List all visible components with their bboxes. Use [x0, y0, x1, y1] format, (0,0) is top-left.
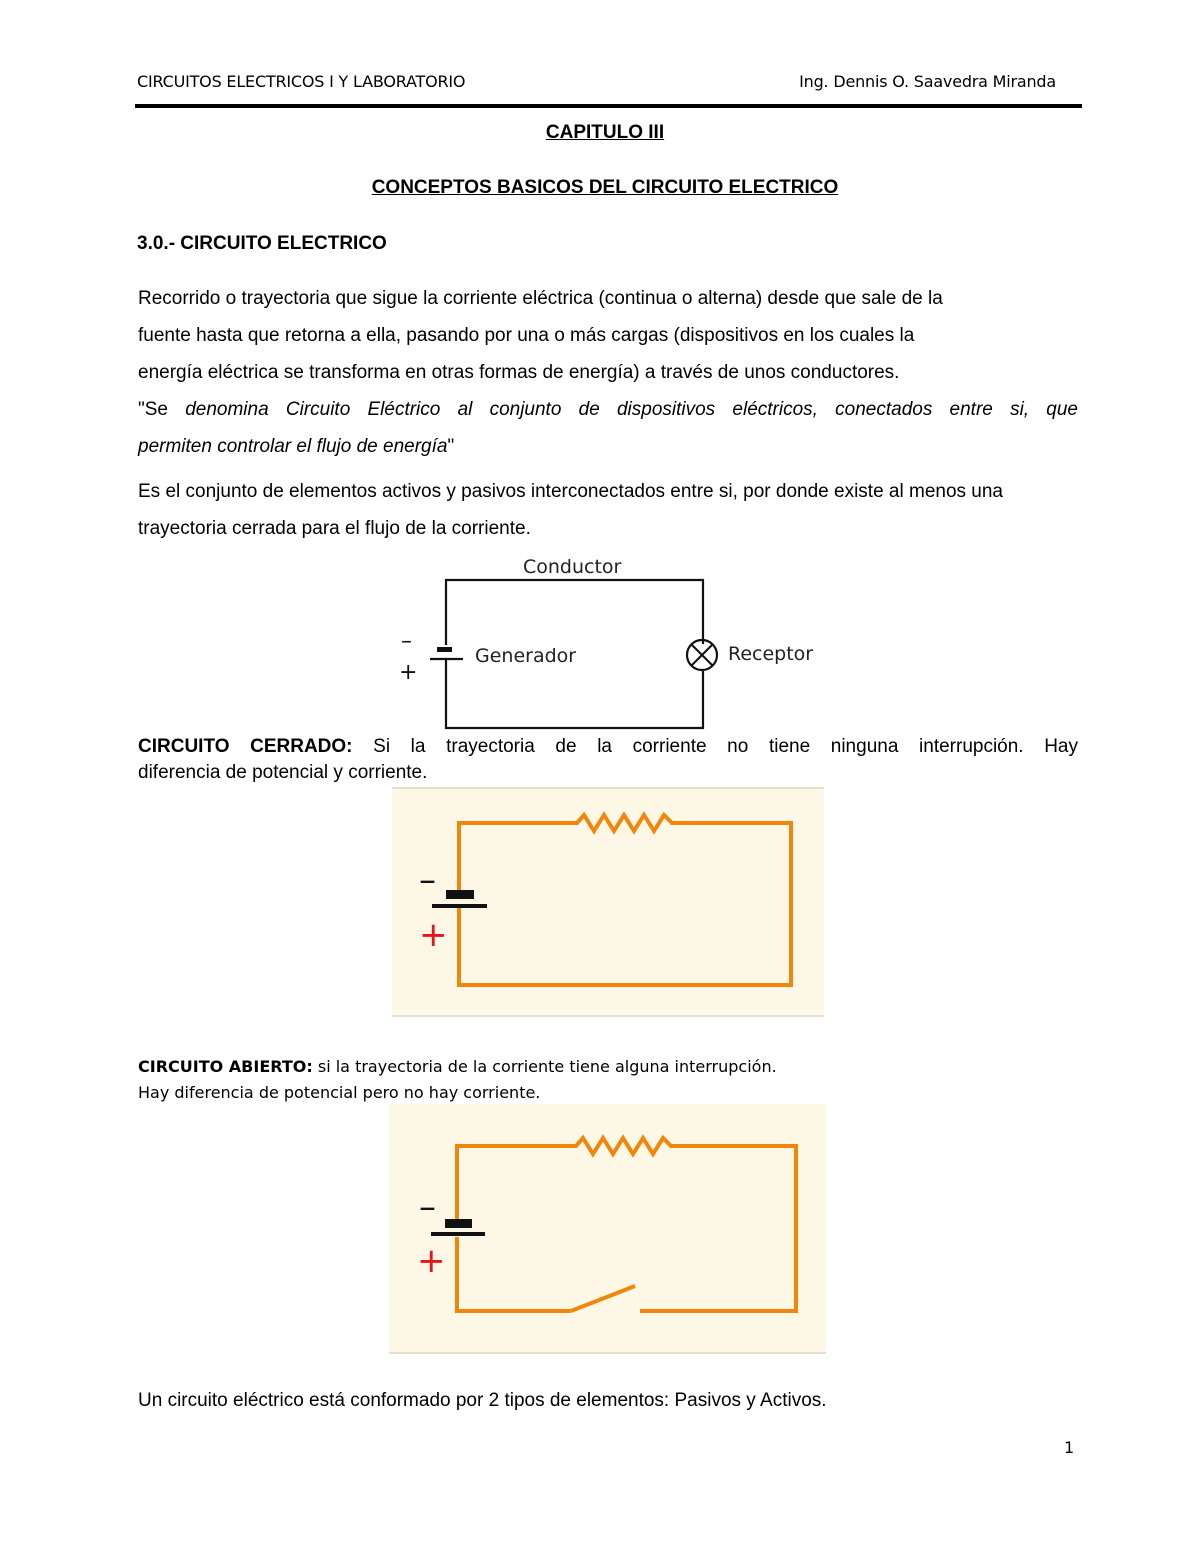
- open-circuit-term: CIRCUITO ABIERTO:: [138, 1057, 313, 1076]
- closed-text-2: diferencia de potencial y corriente.: [138, 762, 428, 783]
- open-circuit-paragraph: [138, 1054, 777, 1106]
- header-left: CIRCUITOS ELECTRICOS I Y LABORATORIO: [137, 72, 466, 91]
- battery-negative-plate: [445, 1219, 472, 1228]
- closed-line-1: [138, 734, 1078, 760]
- generator-label: Generador: [475, 645, 577, 667]
- quote-open: "Se: [138, 399, 168, 420]
- definition-paragraph: [138, 280, 1078, 391]
- closing-paragraph: [138, 1382, 1078, 1419]
- plus-sign: +: [399, 660, 418, 685]
- battery-negative-plate: [446, 890, 474, 899]
- elements-paragraph: [138, 473, 1078, 547]
- closing-line: Un circuito eléctrico está conformado por 2 tipos de elementos: Pasivos y Activos.: [138, 1390, 827, 1411]
- quote-text-1: denomina Circuito Eléctrico al conjunto de dispositivos eléctricos, conectados entre si, que: [185, 399, 1078, 420]
- section-title: 3.0.- CIRCUITO ELECTRICO: [137, 233, 387, 254]
- elements-line: trayectoria cerrada para el flujo de la corriente.: [138, 518, 531, 539]
- minus-sign: –: [401, 629, 412, 654]
- quote-text-2: permiten controlar el flujo de energía: [138, 436, 448, 457]
- definition-line: fuente hasta que retorna a ella, pasando por una o más cargas (dispositivos en los cuales la: [138, 325, 915, 346]
- header-right: Ing. Dennis O. Saavedra Miranda: [799, 72, 1056, 91]
- receptor-label: Receptor: [728, 643, 814, 665]
- open-text-2: Hay diferencia de potencial pero no hay corriente.: [138, 1083, 541, 1102]
- closed-text-1: Si la trayectoria de la corriente no tiene ninguna interrupción. Hay: [373, 736, 1079, 757]
- chapter-heading: CAPITULO III: [545, 122, 665, 143]
- open-circuit-figure: [389, 1104, 826, 1354]
- closed-circuit-figure: [392, 787, 824, 1017]
- page-number: 1: [1064, 1438, 1075, 1457]
- closed-circuit-paragraph: [138, 734, 1078, 786]
- minus-sign: –: [419, 1187, 436, 1227]
- open-line-1: [138, 1054, 777, 1080]
- plus-sign: +: [417, 1241, 446, 1281]
- quote-line-2: [138, 428, 1078, 465]
- battery-negative-plate: [437, 647, 452, 652]
- open-text-1: si la trayectoria de la corriente tiene alguna interrupción.: [317, 1057, 777, 1076]
- definition-line: energía eléctrica se transforma en otras formas de energía) a través de unos conductores.: [138, 362, 900, 383]
- chapter-title: CONCEPTOS BASICOS DEL CIRCUITO ELECTRICO: [371, 177, 839, 198]
- lamp-icon: [687, 640, 717, 670]
- quote-line-1: [138, 391, 1078, 428]
- definition-quote: [138, 391, 1078, 465]
- definition-line: Recorrido o trayectoria que sigue la corriente eléctrica (continua o alterna) desde que sale de la: [138, 288, 943, 309]
- elements-line: Es el conjunto de elementos activos y pasivos interconectados entre si, por donde existe al menos una: [138, 481, 1004, 502]
- quote-close: ": [447, 436, 455, 457]
- basic-circuit-diagram: [390, 548, 830, 738]
- conductor-label: Conductor: [523, 556, 622, 578]
- plus-sign: +: [419, 915, 448, 955]
- closed-circuit-term: CIRCUITO CERRADO:: [138, 736, 353, 757]
- header-rule: [135, 104, 1082, 108]
- minus-sign: –: [419, 860, 436, 900]
